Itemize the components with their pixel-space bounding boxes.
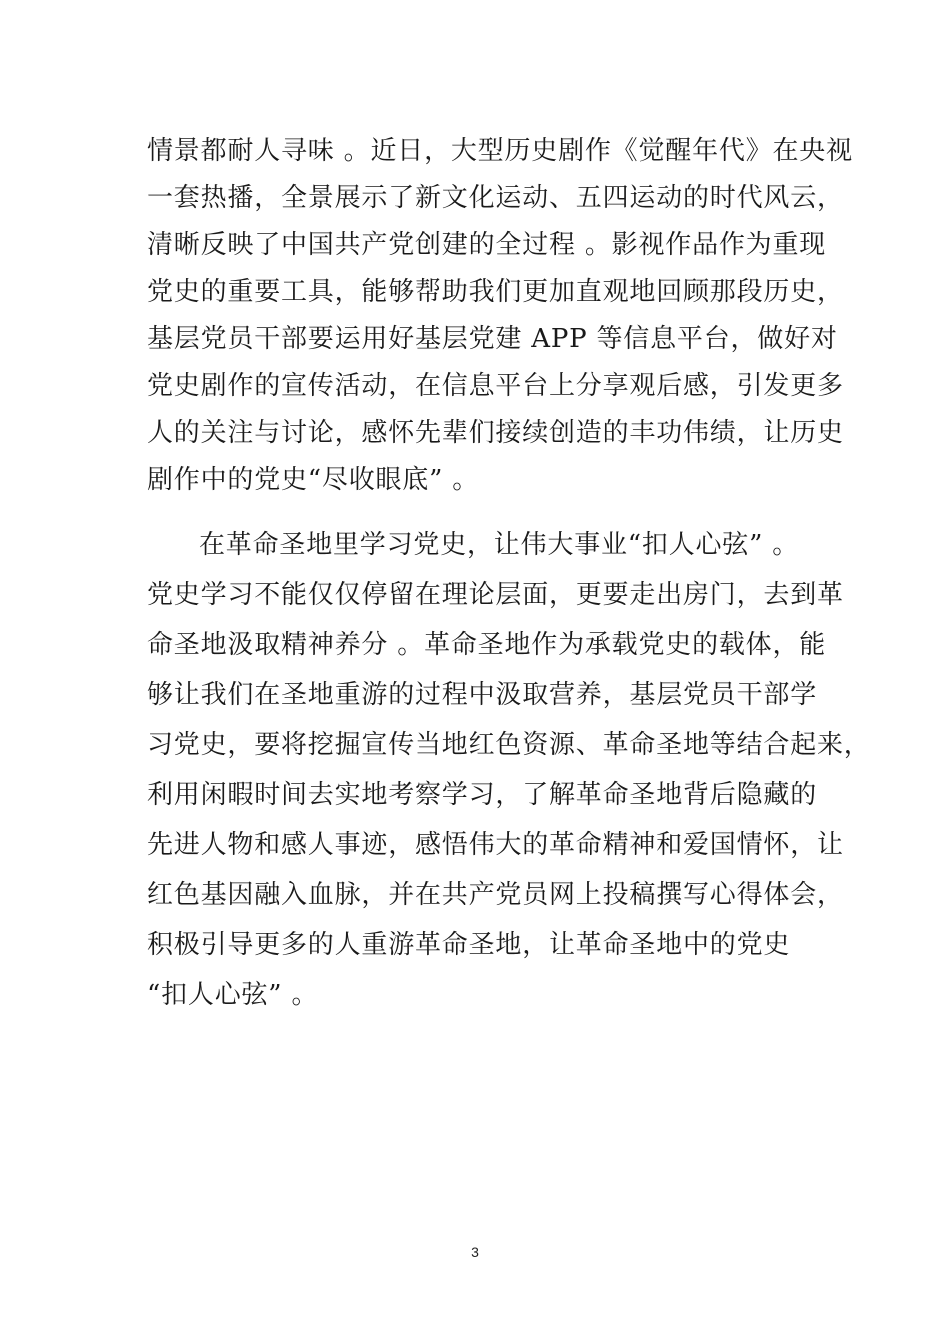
paragraph-line: 情景都耐人寻味 。近日，大型历史剧作《觉醒年代》在央视 [147,136,853,166]
paragraph-line: 人的关注与讨论，感怀先辈们接续创造的丰功伟绩，让历史 [147,418,844,448]
paragraph-line: 基层党员干部要运用好基层党建 APP 等信息平台，做好对 [147,324,838,354]
paragraph-line: 剧作中的党史“尽收眼底” 。 [147,465,480,495]
paragraph-line: 利用闲暇时间去实地考察学习，了解革命圣地背后隐藏的 [147,780,818,810]
paragraph-line: 红色基因融入血脉，并在共产党员网上投稿撰写心得体会， [147,880,844,910]
paragraph-line: 命圣地汲取精神养分 。革命圣地作为承载党史的载体，能 [147,630,827,660]
page-number: 3 [471,1244,479,1260]
paragraph-line: 在革命圣地里学习党史，让伟大事业“扣人心弦” 。 [199,530,800,560]
paragraph-line: 一套热播，全景展示了新文化运动、五四运动的时代风云， [147,183,844,213]
paragraph-line: 党史学习不能仅仅停留在理论层面，更要走出房门，去到革 [147,580,844,610]
paragraph-line: 党史的重要工具，能够帮助我们更加直观地回顾那段历史， [147,277,844,307]
paragraph-line: “扣人心弦” 。 [147,980,319,1010]
paragraph-line: 积极引导更多的人重游革命圣地，让革命圣地中的党史 [147,930,791,960]
paragraph-line: 够让我们在圣地重游的过程中汲取营养，基层党员干部学 [147,680,818,710]
paragraph-line: 清晰反映了中国共产党创建的全过程 。影视作品作为重现 [147,230,827,260]
paragraph-line: 习党史，要将挖掘宣传当地红色资源、革命圣地等结合起来， [147,730,871,760]
paragraph-line: 党史剧作的宣传活动，在信息平台上分享观后感，引发更多 [147,371,844,401]
paragraph-line: 先进人物和感人事迹，感悟伟大的革命精神和爱国情怀，让 [147,830,844,860]
